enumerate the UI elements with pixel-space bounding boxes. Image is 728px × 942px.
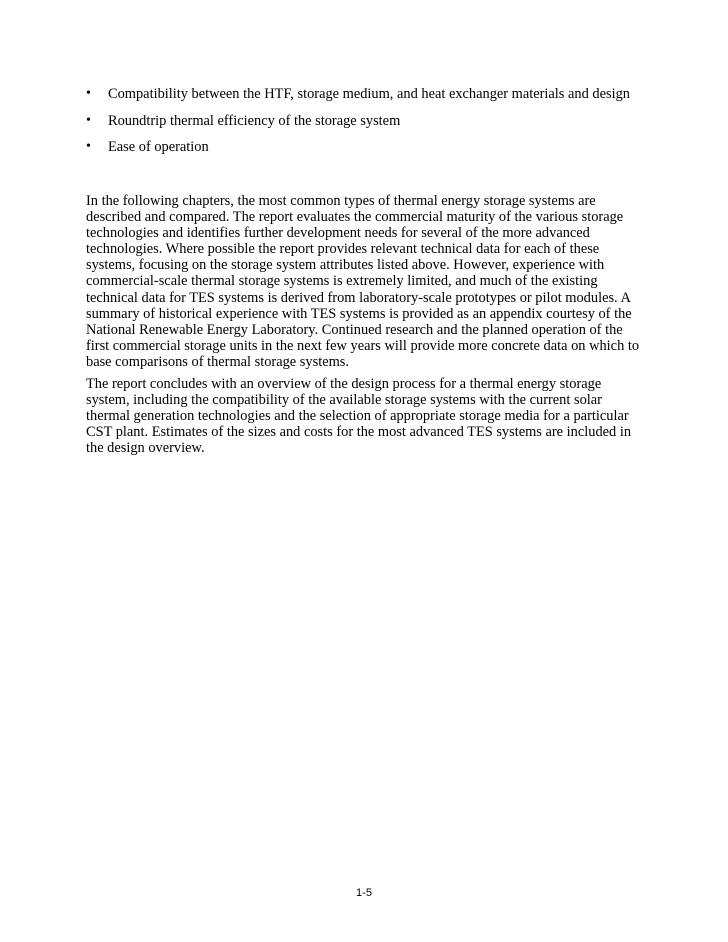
bullet-icon: • bbox=[86, 139, 91, 154]
bullet-icon: • bbox=[86, 86, 91, 101]
bullet-text: Compatibility between the HTF, storage medium, and heat exchanger materials and design bbox=[108, 86, 630, 102]
bullet-icon: • bbox=[86, 112, 91, 128]
body-paragraph: In the following chapters, the most common types of thermal energy storage systems are described and compared. The report evaluates the commercial maturity of the various storage technologies and identifies further development needs for several of the more advanced technologies. Where possible the report provides relevant technical data for each of these systems, focusing on the storage system attributes listed above. However, experience with commercial-scale thermal storage systems is extremely limited, and much of the existing technical data for TES systems is derived from laboratory-scale prototypes or pilot modules. A summary of historical experience with TES systems is provided as an appendix courtesy of the National Renewable Energy Laboratory. Continued research and the planned operation of the first commercial storage units in the next few years will provide more concrete data on which to base comparisons of thermal storage systems. bbox=[86, 193, 640, 370]
page-number: 1-5 bbox=[356, 887, 372, 899]
body-paragraph: The report concludes with an overview of the design process for a thermal energy storage system, including the compatibility of the available storage systems with the current solar thermal generation technologies and the selection of appropriate storage media for a particular CST plant. Estimates of the sizes and costs for the most advanced TES systems are included in the design overview. bbox=[86, 376, 632, 457]
bullet-item bbox=[86, 111, 686, 131]
bullet-text: Roundtrip thermal efficiency of the storage system bbox=[108, 112, 401, 129]
bullet-item bbox=[86, 84, 686, 104]
attribute-bullet-list bbox=[86, 84, 686, 164]
bullet-text: Ease of operation bbox=[108, 139, 209, 155]
bullet-item bbox=[86, 137, 686, 157]
